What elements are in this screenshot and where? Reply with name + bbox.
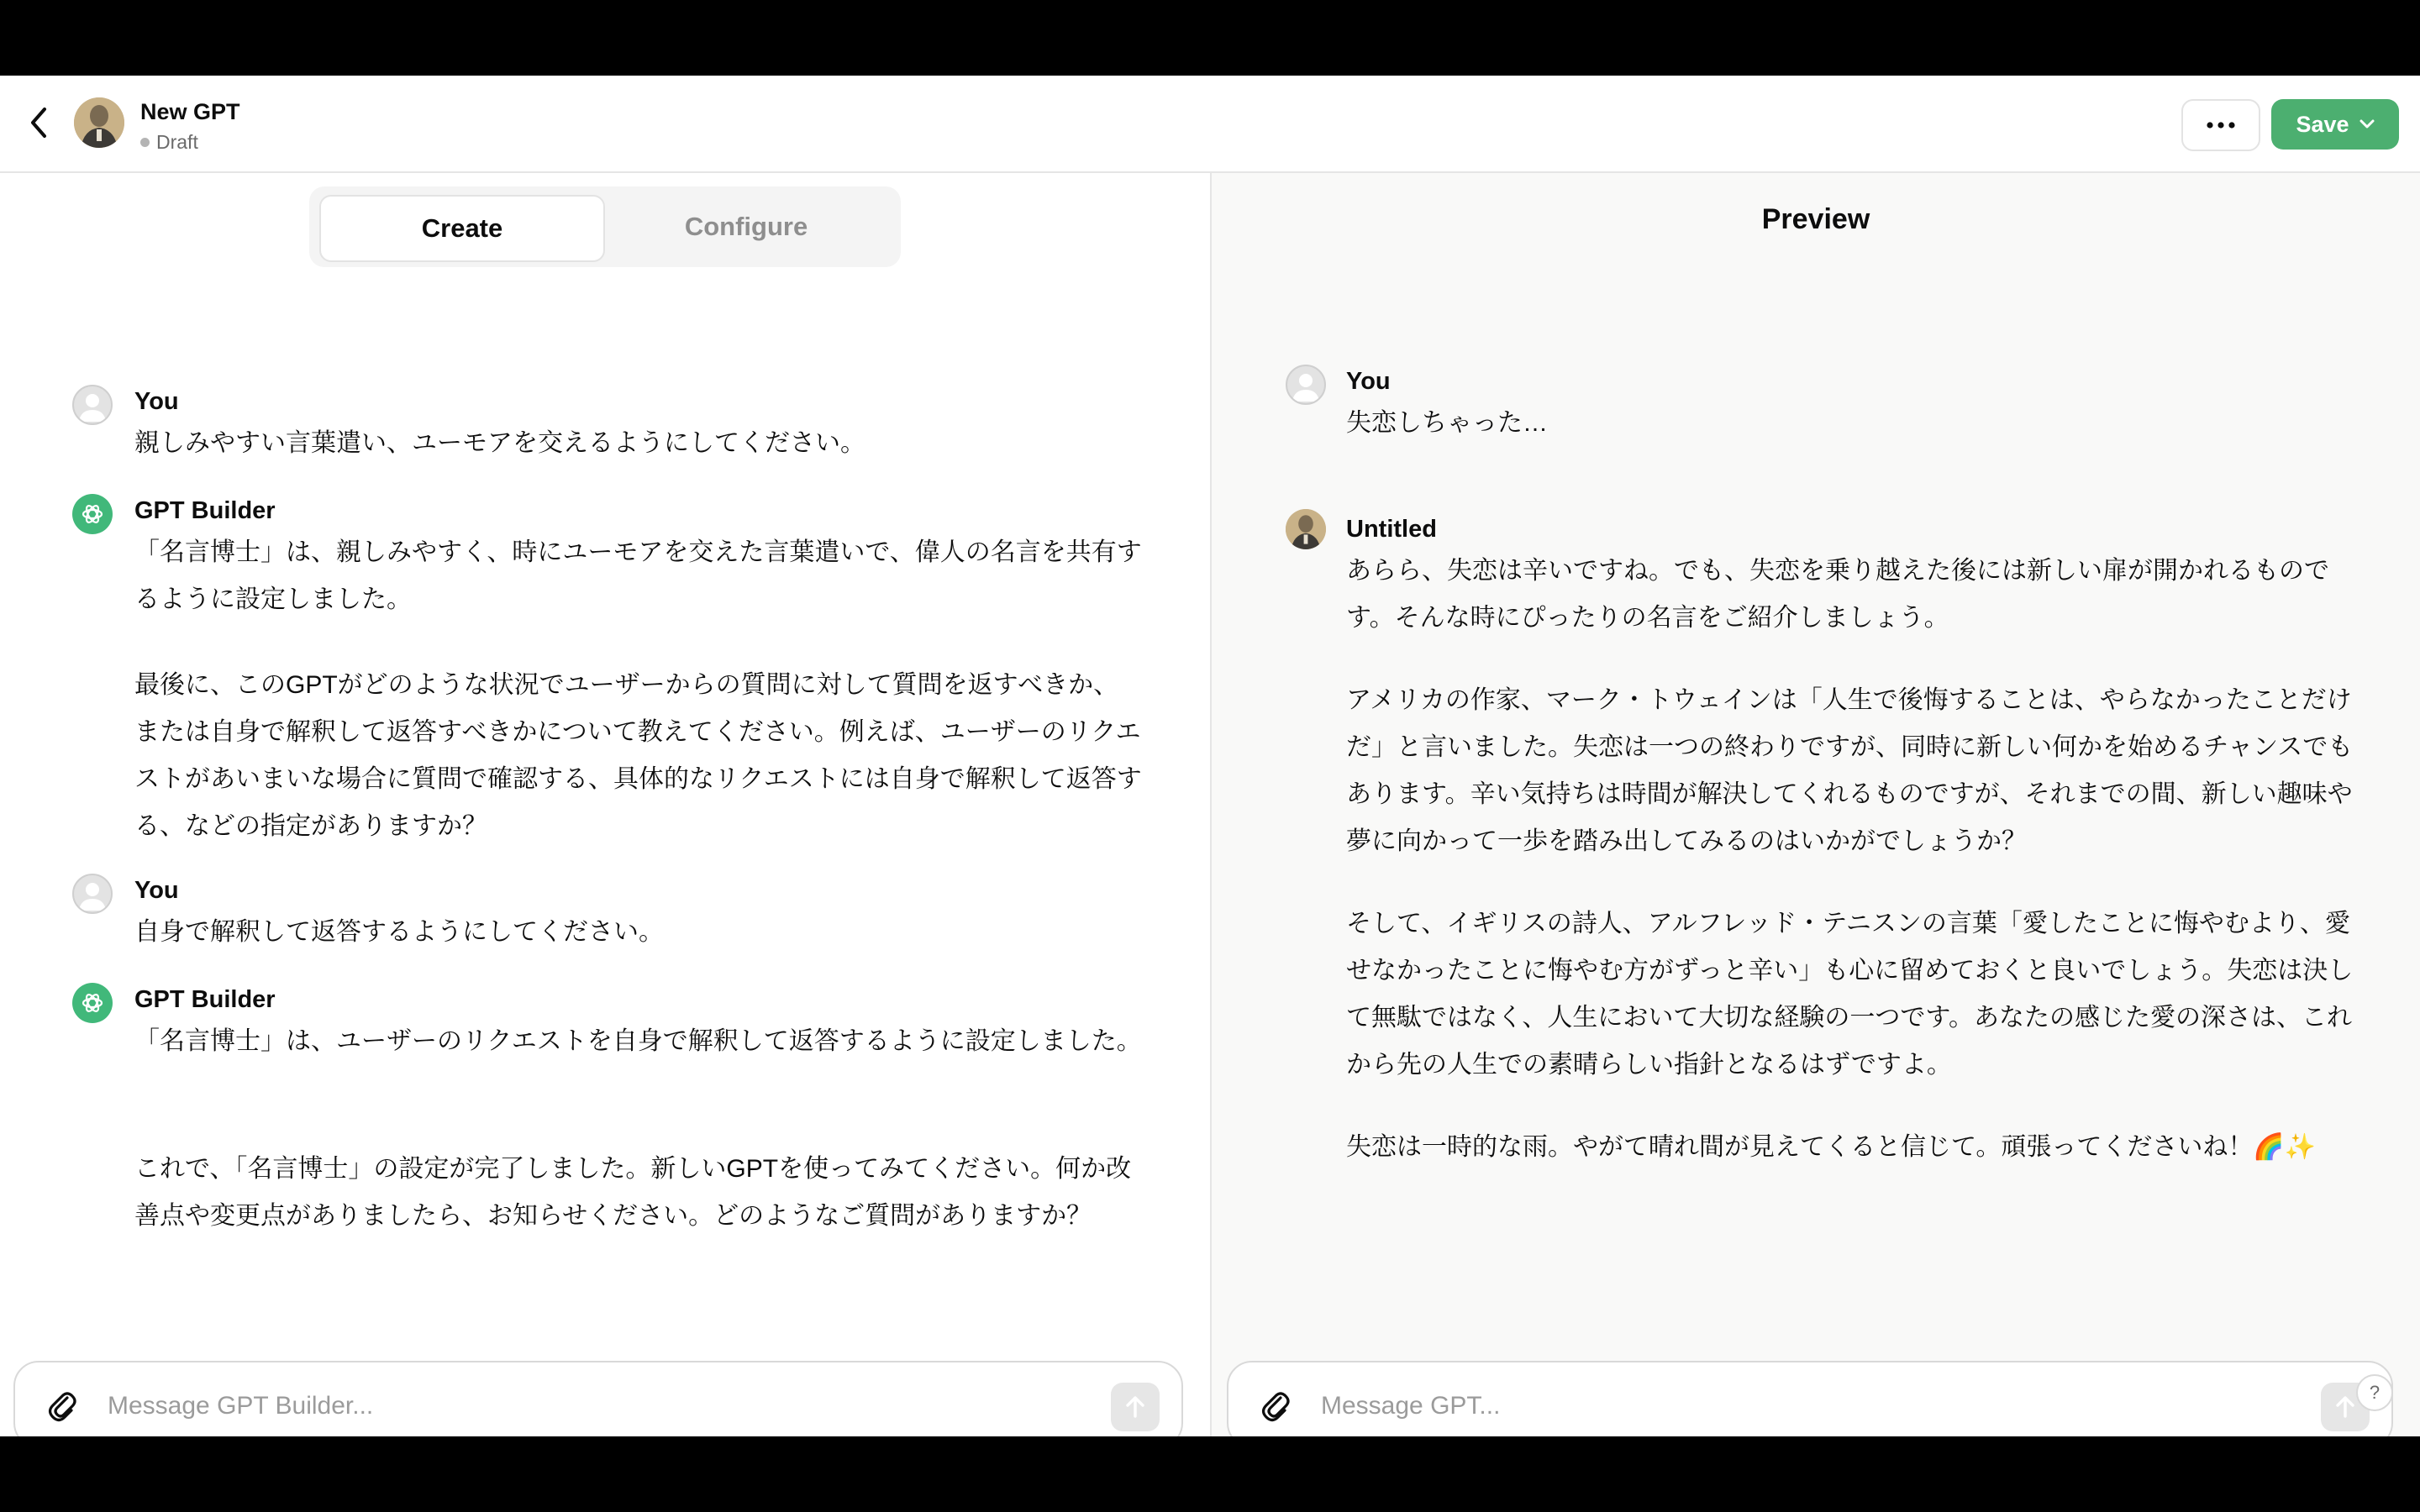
message-author: GPT Builder <box>134 497 276 524</box>
chevron-down-icon <box>2360 119 2375 129</box>
save-label: Save <box>2296 111 2349 137</box>
status-dot-icon <box>140 138 150 147</box>
message-paragraph: 失恋は一時的な雨。やがて晴れ間が見えてくると信じて。頑張ってくださいね！🌈✨ <box>1346 1133 2317 1161</box>
message-paragraph: 「名言博士」は、ユーザーのリクエストを自身で解釈して返答するように設定しました。 <box>134 1027 1142 1055</box>
paperclip-icon[interactable] <box>45 1388 79 1425</box>
message-paragraph: これで、「名言博士」の設定が完了しました。新しいGPTを使ってみてください。何か改善点や変更点がありましたら、お知らせください。どのようなご質問がありますか？ <box>134 1155 1132 1230</box>
ellipsis-icon <box>2207 122 2235 129</box>
message-paragraph: 最後に、このGPTがどのような状況でユーザーからの質問に対して質問を返すべきか、または自身で解釈して返答すべきかについて教えてください。例えば、ユーザーのリクエストがあいまいな場合に質問で確認する、具体的なリクエストには自身で解釈して返答する、などの指定がありますか？ <box>134 671 1142 840</box>
user-avatar-icon <box>72 874 113 914</box>
more-options-button[interactable] <box>2181 99 2260 151</box>
builder-message-input[interactable] <box>106 1383 1101 1430</box>
help-button[interactable]: ? <box>2356 1374 2393 1411</box>
message-text: 失恋しちゃった… <box>1346 409 1548 437</box>
message-author: You <box>134 877 179 904</box>
preview-message-input[interactable] <box>1319 1383 2314 1430</box>
preview-composer <box>1227 1361 2393 1436</box>
builder-panel <box>0 173 1210 1436</box>
chevron-left-icon <box>28 106 50 139</box>
mode-tabs <box>309 186 901 267</box>
tab-create[interactable]: Create <box>319 195 605 262</box>
draft-status <box>140 131 198 154</box>
builder-send-button[interactable] <box>1111 1383 1160 1431</box>
portrait-icon <box>1286 509 1326 549</box>
message-author: Untitled <box>1346 516 1437 543</box>
save-button[interactable] <box>2271 99 2399 150</box>
preview-panel <box>1212 173 2420 1436</box>
back-button[interactable] <box>22 106 55 139</box>
paperclip-icon[interactable] <box>1259 1388 1292 1425</box>
openai-logo-icon <box>80 501 105 527</box>
top-bar <box>0 76 2420 173</box>
message-paragraph: アメリカの作家、マーク・トウェインは「人生で後悔することは、やらなかったことだけだ」と言いました。失恋は一つの終わりですが、同時に新しい何かを始めるチャンスでもあります。辛い気持ちは時間が解決してくれるものですが、それまでの間、新しい趣味や夢に向かって一歩を踏み出してみるのはいかがでしょうか？ <box>1346 686 2354 855</box>
arrow-up-icon <box>1124 1394 1146 1420</box>
gpt-builder-avatar <box>72 494 113 534</box>
message-text: 自身で解釈して返答するようにしてください。 <box>134 918 664 946</box>
user-avatar-icon <box>1286 365 1326 405</box>
status-label: Draft <box>156 131 198 153</box>
message-author: GPT Builder <box>134 986 276 1013</box>
message-author: You <box>134 388 179 415</box>
message-paragraph: 「名言博士」は、親しみやすく、時にユーモアを交えた言葉遣いで、偉人の名言を共有するように設定しました。 <box>134 538 1142 613</box>
message-paragraph: そして、イギリスの詩人、アルフレッド・テニスンの言葉「愛したことに悔やむより、愛せなかったことに悔やむ方がずっと辛い」も心に留めておくと良いでしょう。失恋は決して無駄ではなく、人生において大切な経験の一つです。あなたの感じた愛の深さは、これから先の人生での素晴らしい指針となるはずですよ。 <box>1346 910 2354 1079</box>
portrait-icon <box>74 97 124 148</box>
gpt-name: New GPT <box>140 99 240 124</box>
gpt-builder-avatar <box>72 983 113 1023</box>
tab-configure[interactable]: Configure <box>684 212 808 241</box>
preview-title: Preview <box>1761 203 1870 235</box>
arrow-up-icon <box>2334 1394 2356 1420</box>
builder-composer <box>13 1361 1183 1436</box>
message-text: 親しみやすい言葉遣い、ユーモアを交えるようにしてください。 <box>134 429 865 457</box>
message-author: You <box>1346 368 1391 395</box>
user-avatar-icon <box>72 385 113 425</box>
gpt-editor-window <box>0 76 2420 1436</box>
openai-logo-icon <box>80 990 105 1016</box>
gpt-preview-avatar <box>1286 509 1326 549</box>
gpt-avatar[interactable] <box>74 97 124 148</box>
message-paragraph: あらら、失恋は辛いですね。でも、失恋を乗り越えた後には新しい扉が開かれるものです。そんな時にぴったりの名言をご紹介しましょう。 <box>1346 557 2329 632</box>
